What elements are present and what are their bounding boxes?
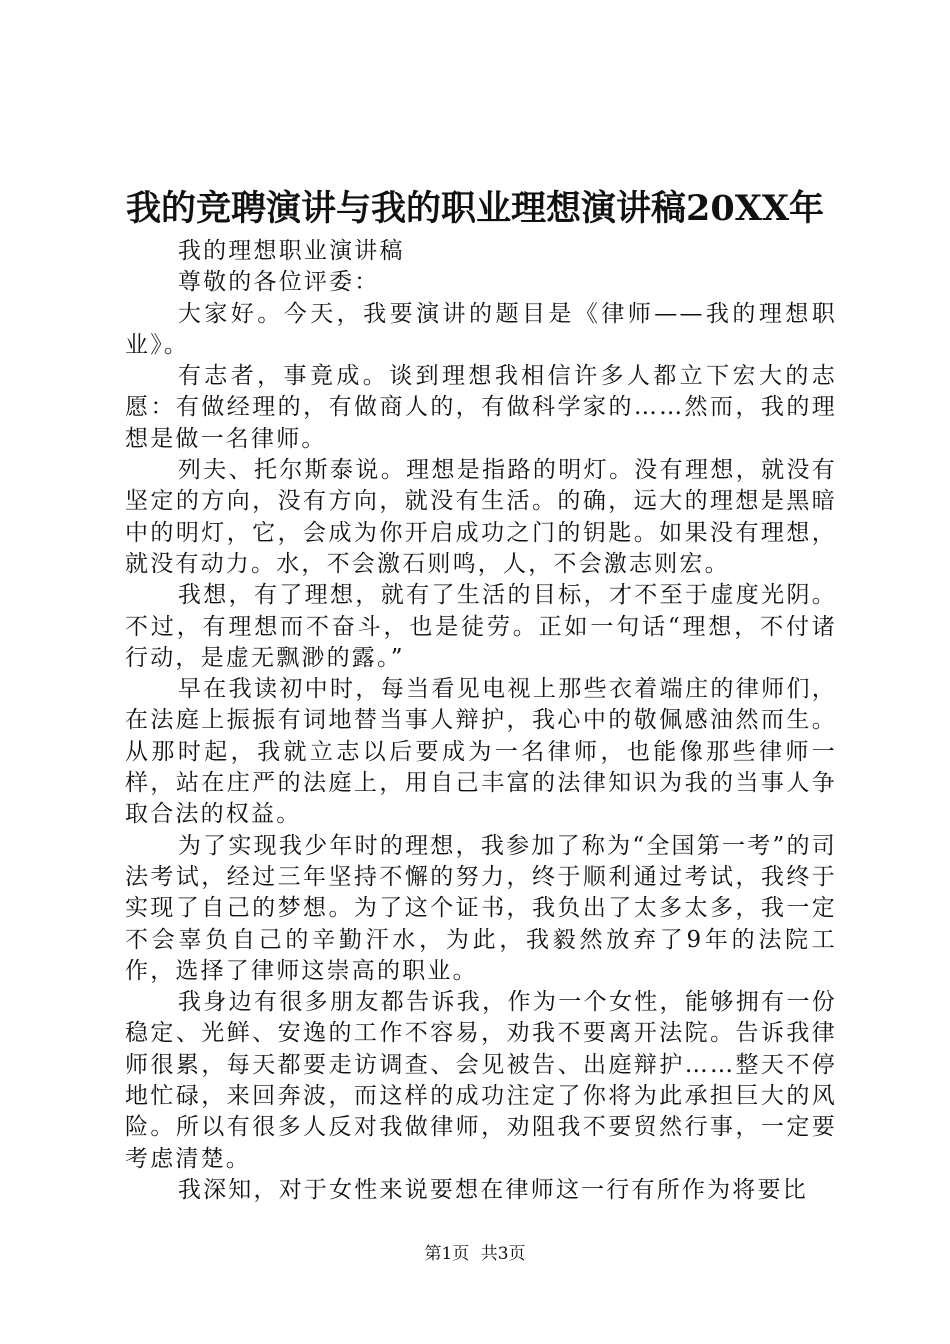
paragraph: 我深知，对于女性来说要想在律师这一行有所作为将要比 bbox=[177, 1176, 808, 1203]
document-body bbox=[125, 236, 837, 1206]
paragraph: 早在我读初中时，每当看见电视上那些衣着端庄的律师们，在法庭上振振有词地替当事人辩护，我心中的敬佩感油然而生。从那时起，我就立志以后要成为一名律师，也能像那些律师一样，站在庄严的法庭上，用自己丰富的法律知识为我的当事人争取合法的权益。 bbox=[125, 676, 837, 828]
paragraph: 我身边有很多朋友都告诉我，作为一个女性，能够拥有一份稳定、光鲜、安逸的工作不容易，劝我不要离开法院。告诉我律师很累，每天都要走访调查、会见被告、出庭辩护……整天不停地忙碌，来回奔波，而这样的成功注定了你将为此承担巨大的风险。所以有很多人反对我做律师，劝阻我不要贸然行事，一定要考虑清楚。 bbox=[125, 989, 837, 1172]
page-footer bbox=[0, 1242, 950, 1266]
paragraph: 我想，有了理想，就有了生活的目标，才不至于虚度光阴。不过，有理想而不奋斗，也是徒劳。正如一句话“理想，不付诸行动，是虚无飘渺的露。” bbox=[125, 582, 837, 671]
page-total: 共3页 bbox=[480, 1244, 526, 1264]
paragraph: 有志者，事竟成。谈到理想我相信许多人都立下宏大的志愿：有做经理的，有做商人的，有做科学家的……然而，我的理想是做一名律师。 bbox=[125, 363, 837, 452]
paragraph: 我的理想职业演讲稿 bbox=[177, 238, 405, 264]
paragraph: 列夫、托尔斯泰说。理想是指路的明灯。没有理想，就没有坚定的方向，没有方向，就没有生活。的确，远大的理想是黑暗中的明灯，它，会成为你开启成功之门的钥匙。如果没有理想，就没有动力。水，不会激石则鸣，人，不会激志则宏。 bbox=[125, 457, 837, 577]
page-number: 第1页 bbox=[424, 1244, 470, 1264]
paragraph: 为了实现我少年时的理想，我参加了称为“全国第一考”的司法考试，经过三年坚持不懈的努力，终于顺利通过考试，我终于实现了自己的梦想。为了这个证书，我负出了太多太多，我一定不会辜负自己的辛勤汗水，为此，我毅然放弃了9年的法院工作，选择了律师这崇高的职业。 bbox=[125, 832, 837, 984]
document-title: 我的竞聘演讲与我的职业理想演讲稿20XX年 bbox=[125, 188, 825, 229]
paragraph: 大家好。今天，我要演讲的题目是《律师——我的理想职业》。 bbox=[125, 300, 837, 358]
paragraph: 尊敬的各位评委： bbox=[177, 269, 380, 296]
